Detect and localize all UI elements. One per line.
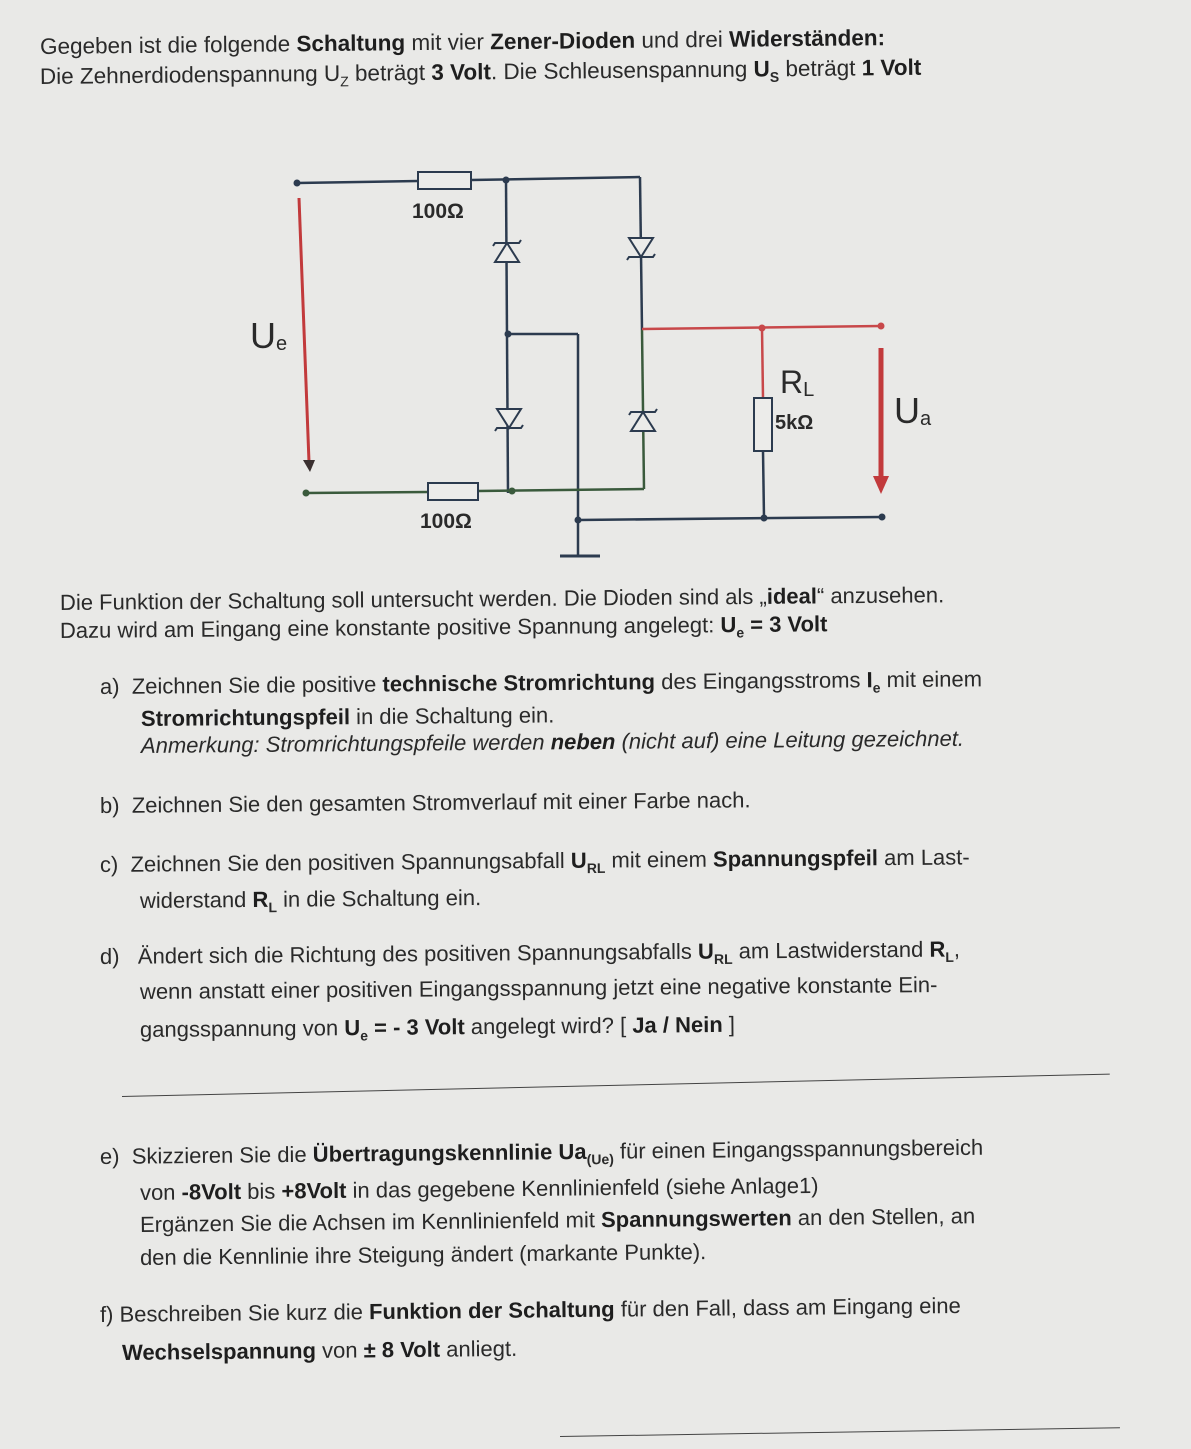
zener-diode-4 <box>629 409 657 431</box>
task-line-1: Die Funktion der Schaltung soll untersucht werden. Die Dioden sind als „ideal“ anzusehen. <box>59 582 945 615</box>
rl-label: RL <box>780 364 815 401</box>
task-line-2: Dazu wird am Eingang eine konstante positive Spannung angelegt: $U_e = 3$ Volt <box>59 611 828 643</box>
question-b: b) Zeichnen Sie den gesamten Stromverlauf mit einer Farbe nach. <box>99 787 751 818</box>
question-a-line-1: a) Zeichnen Sie die positive technische Stromrichtung des Eingangsstroms $I_e$ mit einem <box>99 666 983 699</box>
intro-line-2: Die Zehnerdiodenspannung $U_Z$ beträgt 3 Volt. Die Schleusenspannung $U_S$ beträgt 1 Volt <box>39 54 922 90</box>
zener-diode-2 <box>627 238 655 260</box>
bottom-green-wire <box>306 330 644 493</box>
question-e-line-1: e) Skizzieren Sie die Übertragungskennlinie $Ua_{(Ue)}$ für einen Eingangsspannungsbereich <box>99 1134 984 1169</box>
ua-label: Ua <box>894 390 932 431</box>
question-d-line-3: gangsspannung von $U_e$ = - 3 Volt angelegt wird? [ Ja / Nein ] <box>139 1011 736 1044</box>
ue-label: Ue <box>250 315 288 356</box>
rl-value: 5kΩ <box>775 412 814 434</box>
question-f-line-1: f) Beschreiben Sie kurz die Funktion der Schaltung für den Fall, dass am Eingang eine <box>99 1292 961 1327</box>
output-red-wire <box>642 326 881 398</box>
zener-diode-1 <box>493 240 521 262</box>
answer-line-d[interactable] <box>122 1074 1110 1097</box>
question-e-line-2: von -8Volt bis +8Volt in das gegebene Kennlinienfeld (siehe Anlage1) <box>139 1172 819 1205</box>
question-e-line-3: Ergänzen Sie die Achsen im Kennlinienfeld mit Spannungswerten an den Stellen, an <box>139 1203 976 1237</box>
resistor-load <box>754 398 772 451</box>
junction-dots <box>294 177 886 524</box>
circuit-diagram <box>0 0 1191 580</box>
r-top-label: 100Ω <box>412 200 464 223</box>
question-a-line-2: Stromrichtungspfeil in die Schaltung ein. <box>140 702 555 731</box>
zener-diode-3 <box>495 409 523 431</box>
question-c-line-1: c) Zeichnen Sie den positiven Spannungsabfall $U_{RL}$ mit einem Spannungspfeil am Last- <box>99 844 970 877</box>
r-bottom-label: 100Ω <box>420 510 472 533</box>
question-c-line-2: widerstand $R_L$ in die Schaltung ein. <box>139 885 482 916</box>
question-d-line-1: d) Ändert sich die Richtung des positiven Spannungsabfalls $U_{RL}$ am Lastwiderstand $R_L$, <box>99 936 961 969</box>
question-f-line-2: Wechselspannung von ± 8 Volt anliegt. <box>121 1335 518 1365</box>
ue-arrow <box>299 198 315 472</box>
intro-line-1: Gegeben ist die folgende Schaltung mit vier Zener-Dioden und drei Widerständen: <box>39 25 886 59</box>
question-e-line-4: den die Kennlinie ihre Steigung ändert (markante Punkte). <box>139 1239 707 1270</box>
ua-arrow <box>873 348 889 494</box>
question-a-note: Anmerkung: Stromrichtungspfeile werden neben (nicht auf) eine Leitung gezeichnet. <box>140 725 965 758</box>
answer-line-f[interactable] <box>560 1427 1120 1437</box>
resistor-bottom <box>428 483 478 500</box>
question-d-line-2: wenn anstatt einer positiven Eingangsspannung jetzt eine negative konstante Ein- <box>139 972 938 1004</box>
rl-bottom-wire <box>763 451 764 518</box>
resistor-top <box>418 172 471 189</box>
